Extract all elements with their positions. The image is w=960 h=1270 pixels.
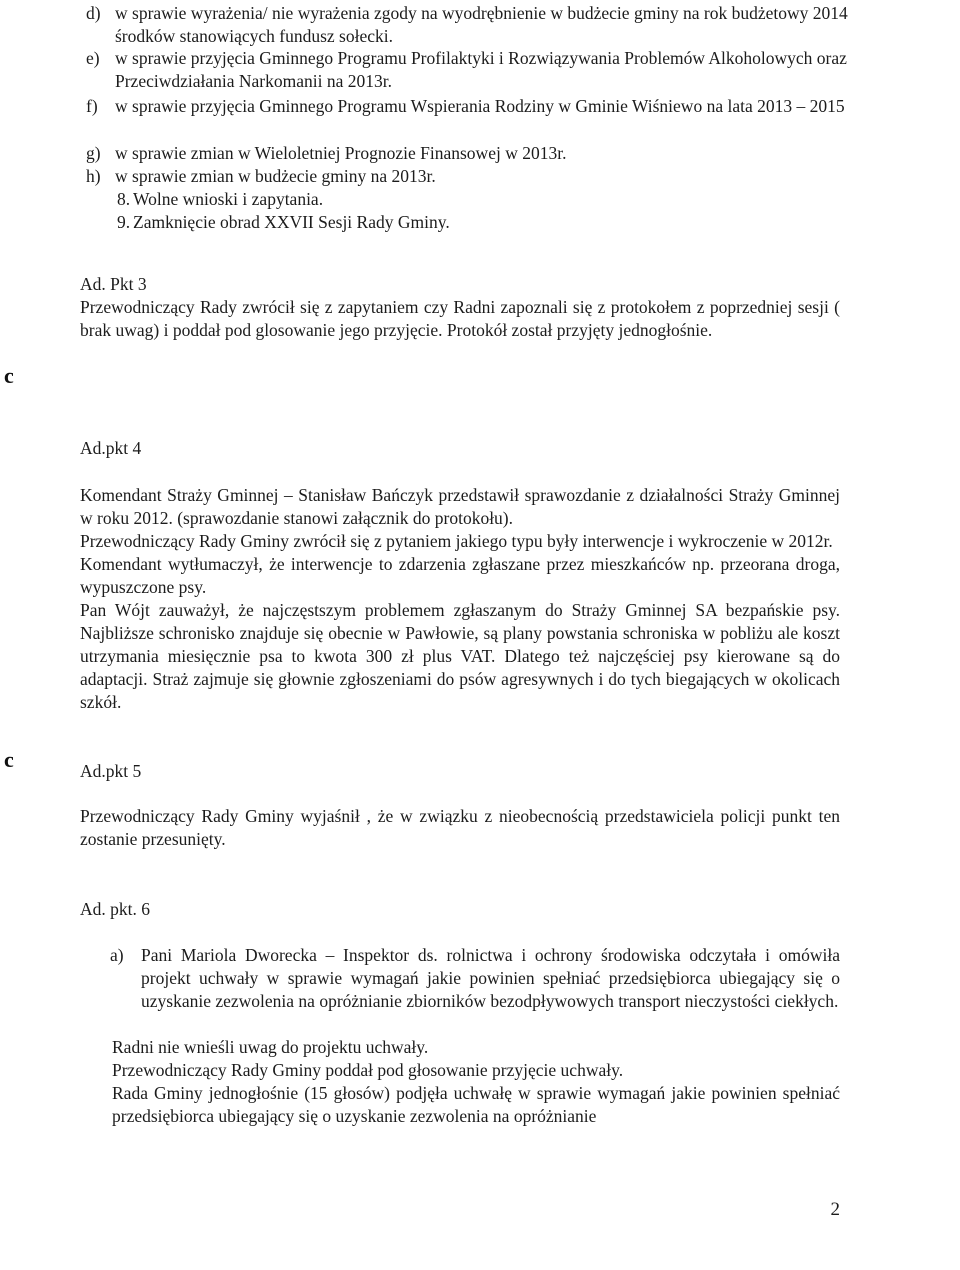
agenda-item-label: f) [86, 96, 98, 116]
margin-mark: c [4, 747, 14, 772]
section-heading: Ad. pkt. 6 [80, 899, 150, 919]
paragraph: Pani Mariola Dworecka – Inspektor ds. rolnictwa i ochrony środowiska odczytała i omówiła projekt uchwały w sprawie wymagań jakie powinien spełniać przedsiębiorca ubiegający się o uzyskanie zezwolenia na opróżnianie zbiorników bezodpływowych transport nieczystości ciekłych. [141, 945, 840, 1011]
section-pkt4 [80, 437, 840, 460]
agenda-item-label: 9. [117, 212, 131, 232]
agenda-item-label: e) [86, 48, 100, 68]
agenda-item-text: w sprawie zmian w Wieloletniej Prognozie Finansowej w 2013r. [115, 143, 567, 163]
section-pkt4-body [80, 484, 840, 714]
agenda-item-label: d) [86, 3, 101, 23]
agenda-item-label: g) [86, 143, 101, 163]
agenda-item-9 [117, 211, 897, 234]
agenda-item-e [86, 47, 866, 93]
agenda-item-h [86, 165, 866, 188]
paragraph: Rada Gminy jednogłośnie (15 głosów) podjęła uchwałę w sprawie wymagań jakie powinien spełniać przedsiębiorca ubiegający się o uzyskanie zezwolenia na opróżnianie [112, 1083, 840, 1126]
paragraph: Komendant Straży Gminnej – Stanisław Bańczyk przedstawił sprawozdanie z działalności Straży Gminnej w roku 2012. (sprawozdanie stanowi załącznik do protokołu). [80, 485, 840, 528]
agenda-item-text: w sprawie wyrażenia/ nie wyrażenia zgody na wyodrębnienie w budżecie gminy na rok budżetowy 2014 środków stanowiących fundusz sołecki. [115, 3, 848, 46]
section-pkt5-body [80, 805, 840, 851]
paragraph: Przewodniczący Rady zwrócił się z zapytaniem czy Radni zapoznali się z protokołem z poprzedniej sesji ( brak uwag) i poddał pod glosowanie jego przyjęcie. Protokół został przyjęty jednogłośnie. [80, 297, 840, 340]
agenda-item-text: w sprawie przyjęcia Gminnego Programu Wspierania Rodziny w Gminie Wiśniewo na lata 2013 – 2015 [115, 96, 845, 116]
agenda-item-8 [117, 188, 897, 211]
section-heading: Ad. Pkt 3 [80, 274, 147, 294]
section-pkt3 [80, 273, 840, 342]
agenda-item-text: w sprawie zmian w budżecie gminy na 2013r. [115, 166, 436, 186]
paragraph: Przewodniczący Rady Gminy poddał pod głosowanie przyjęcie uchwały. [112, 1060, 624, 1080]
paragraph: Przewodniczący Rady Gminy zwrócił się z pytaniem jakiego typu były interwencje i wykroczenie w 2012r. [80, 531, 833, 551]
paragraph: Radni nie wnieśli uwag do projektu uchwały. [112, 1037, 429, 1057]
agenda-item-text: Wolne wnioski i zapytania. [133, 189, 324, 209]
paragraph: Pan Wójt zauważył, że najczęstszym problemem zgłaszanym do Straży Gminnej SA bezpańskie psy. Najbliższe schronisko znajduje się obecnie w Pawłowie, są plany powstania schroniska w pobliżu ale koszt utrzymania miesięcznie psa to kwota 300 zł plus VAT. Dlatego też najczęściej psy kierowane są do adaptacji. Straż zajmuje się głownie zgłoszeniami do psów agresywnych i do tych biegających w okolicach szkół. [80, 600, 840, 712]
section-pkt6 [80, 898, 840, 921]
section-pkt5 [80, 760, 840, 783]
agenda-item-label: 8. [117, 189, 131, 209]
paragraph: Przewodniczący Rady Gminy wyjaśnił , że w związku z nieobecnością przedstawiciela policji punkt ten zostanie przesunięty. [80, 806, 840, 849]
margin-mark: c [4, 363, 14, 388]
section-pkt6-body [112, 1036, 840, 1128]
section-heading: Ad.pkt 4 [80, 438, 142, 458]
agenda-item-g [86, 142, 866, 165]
agenda-item-text: Zamknięcie obrad XXVII Sesji Rady Gminy. [133, 212, 450, 232]
agenda-item-label: h) [86, 166, 101, 186]
section-heading: Ad.pkt 5 [80, 761, 142, 781]
agenda-item-f [86, 95, 866, 141]
page-number: 2 [830, 1199, 840, 1220]
list-label: a) [110, 945, 124, 965]
agenda-item-d [86, 2, 866, 48]
agenda-item-text: w sprawie przyjęcia Gminnego Programu Profilaktyki i Rozwiązywania Problemów Alkoholowych oraz Przeciwdziałania Narkomanii na 2013r. [115, 48, 847, 91]
paragraph: Komendant wytłumaczył, że interwencje to zdarzenia zgłaszane przez mieszkańców np. przeorana droga, wypuszczone psy. [80, 554, 840, 597]
